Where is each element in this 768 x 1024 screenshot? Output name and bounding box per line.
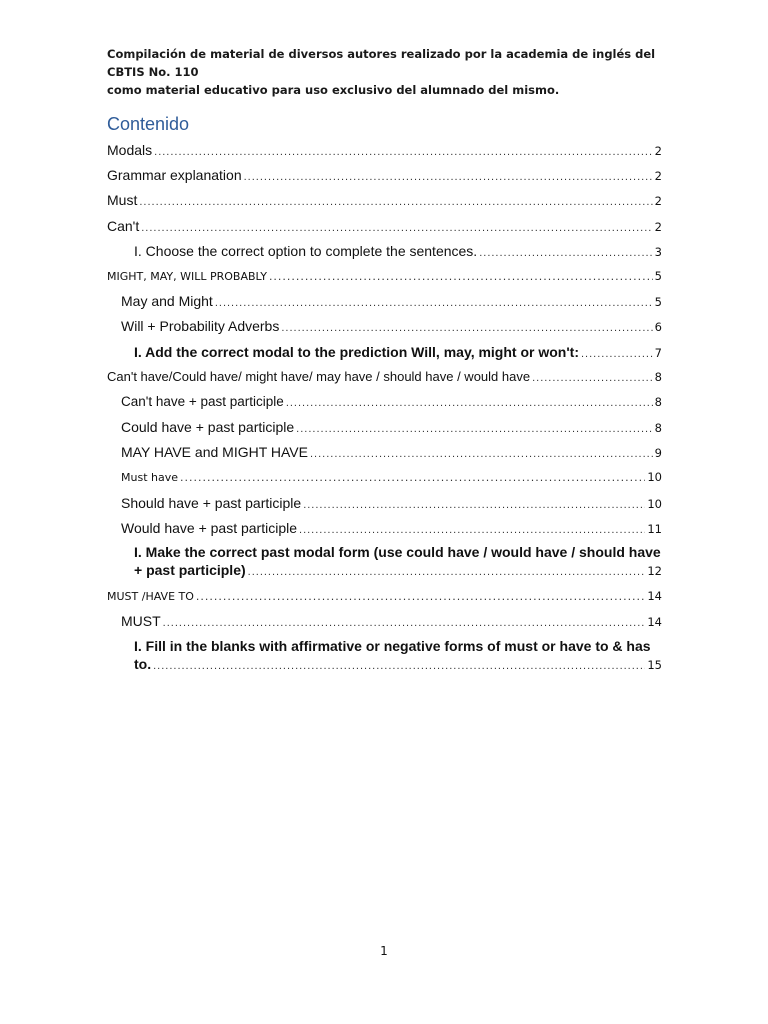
- page-number: 1: [380, 944, 388, 958]
- toc-entry-must[interactable]: [107, 191, 662, 211]
- toc-entry-page: 14: [647, 615, 662, 629]
- toc-entry-text: Would have + past participle: [121, 520, 298, 536]
- toc-leader-dots: [310, 445, 653, 463]
- toc-entry-must-have-to[interactable]: [107, 587, 662, 606]
- toc-entry-will-probability[interactable]: [121, 317, 662, 337]
- toc-entry-exercise-choose[interactable]: [134, 242, 662, 262]
- toc-entry-text: Can't have + past participle: [121, 394, 284, 409]
- toc-leader-dots: [248, 563, 646, 581]
- toc-entry-page: 2: [654, 169, 662, 183]
- toc-leader-dots: [139, 193, 652, 211]
- toc-entry-page: 15: [647, 658, 662, 672]
- toc-leader-dots: [141, 219, 652, 237]
- toc-entry-would-have[interactable]: [121, 519, 662, 539]
- toc-entry-text: May and Might: [121, 293, 213, 309]
- toc-entry-page: 8: [654, 421, 662, 435]
- toc-leader-dots: [196, 588, 645, 606]
- toc-entry-page: 11: [647, 522, 662, 536]
- toc-entry-could-have[interactable]: [121, 418, 662, 438]
- toc-entry-text: MUST: [121, 613, 161, 629]
- toc-entry-page: 12: [647, 564, 662, 578]
- toc-entry-text: Should have + past participle: [121, 495, 302, 511]
- toc-entry-page: 6: [654, 320, 662, 334]
- toc-leader-dots: [269, 268, 653, 286]
- toc-entry-must-section[interactable]: [121, 612, 662, 632]
- toc-leader-dots: [532, 369, 653, 387]
- toc-entry-text: I. Add the correct modal to the prediction Will, may, might or won't:: [134, 344, 579, 360]
- toc-entry-page: 8: [654, 370, 662, 384]
- toc-leader-dots: [286, 394, 653, 412]
- toc-entry-should-have[interactable]: [121, 494, 662, 514]
- toc-entry-line2: [134, 561, 662, 581]
- toc-entry-text: I. Choose the correct option to complete the sentences.: [134, 243, 478, 259]
- toc-entry-may-and-might[interactable]: [121, 292, 662, 312]
- toc-leader-dots: [581, 345, 653, 363]
- toc-entry-page: 10: [647, 470, 662, 484]
- toc-entry-page: 3: [654, 245, 662, 259]
- toc-leader-dots: [303, 496, 645, 514]
- toc-entry-page: 2: [654, 144, 662, 158]
- toc-entry-modals[interactable]: [107, 141, 662, 161]
- header-note-line2: como material educativo para uso exclusivo del alumnado del mismo.: [107, 83, 560, 97]
- toc-entry-text: Could have + past participle: [121, 419, 295, 435]
- toc-leader-dots: [153, 657, 645, 675]
- toc-leader-dots: [180, 469, 645, 487]
- toc-heading: Contenido: [107, 114, 190, 134]
- toc-entry-page: 2: [654, 220, 662, 234]
- toc-entry-text: Must have: [121, 471, 178, 484]
- toc-leader-dots: [299, 521, 645, 539]
- toc-entry-page: 7: [654, 346, 662, 360]
- toc-entry-text: MUST /HAVE TO: [107, 590, 194, 603]
- header-note: [107, 45, 687, 99]
- toc-entry-page: 8: [654, 395, 662, 409]
- toc-entry-exercise-fill-blanks[interactable]: [134, 637, 662, 675]
- toc-entry-exercise-add-modal[interactable]: [134, 343, 662, 363]
- toc-entry-text: Must: [107, 192, 138, 208]
- toc-entry-page: 2: [654, 194, 662, 208]
- header-note-line1: Compilación de material de diversos autores realizado por la academia de inglés del CBTIS No. 110: [107, 47, 656, 79]
- toc-entry-text: MIGHT, MAY, WILL PROBABLY: [107, 270, 267, 283]
- toc-entry-text-line2: to.: [134, 656, 152, 672]
- toc-entry-page: 14: [647, 589, 662, 603]
- toc-leader-dots: [479, 244, 652, 262]
- toc-entry-text: Can't: [107, 218, 140, 234]
- toc-entry-must-have[interactable]: [121, 468, 662, 487]
- toc-entry-text-line2: + past participle): [134, 562, 246, 578]
- toc-entry-page: 5: [654, 269, 662, 283]
- toc-leader-dots: [296, 420, 653, 438]
- toc-entry-line2: [134, 655, 662, 675]
- toc-leader-dots: [281, 319, 652, 337]
- toc-entry-text-line1: I. Make the correct past modal form (use could have / would have / should have: [134, 544, 661, 560]
- toc-leader-dots: [154, 143, 653, 161]
- toc-entry-text: Will + Probability Adverbs: [121, 318, 280, 334]
- toc-entry-exercise-past-modal[interactable]: [134, 543, 662, 581]
- toc-entry-page: 5: [654, 295, 662, 309]
- toc-entry-text-line1: I. Fill in the blanks with affirmative or negative forms of must or have to & has: [134, 638, 651, 654]
- toc-leader-dots: [244, 168, 653, 186]
- toc-entry-cant-have[interactable]: [121, 393, 662, 412]
- toc-entry-text: Can't have/Could have/ might have/ may have / should have / would have: [107, 369, 531, 384]
- toc-entry-text: MAY HAVE and MIGHT HAVE: [121, 444, 308, 460]
- toc-entry-grammar-explanation[interactable]: [107, 166, 662, 186]
- toc-entry-page: 10: [647, 497, 662, 511]
- toc-entry-past-modals[interactable]: [107, 368, 662, 387]
- toc-entry-may-have-might-have[interactable]: [121, 443, 662, 463]
- toc-entry-page: 9: [654, 446, 662, 460]
- toc-entry-text: Modals: [107, 142, 153, 158]
- toc-leader-dots: [163, 614, 646, 632]
- toc-leader-dots: [215, 294, 653, 312]
- toc-entry-cant[interactable]: [107, 217, 662, 237]
- toc-entry-text: Grammar explanation: [107, 167, 242, 183]
- toc-entry-might-may-will[interactable]: [107, 267, 662, 286]
